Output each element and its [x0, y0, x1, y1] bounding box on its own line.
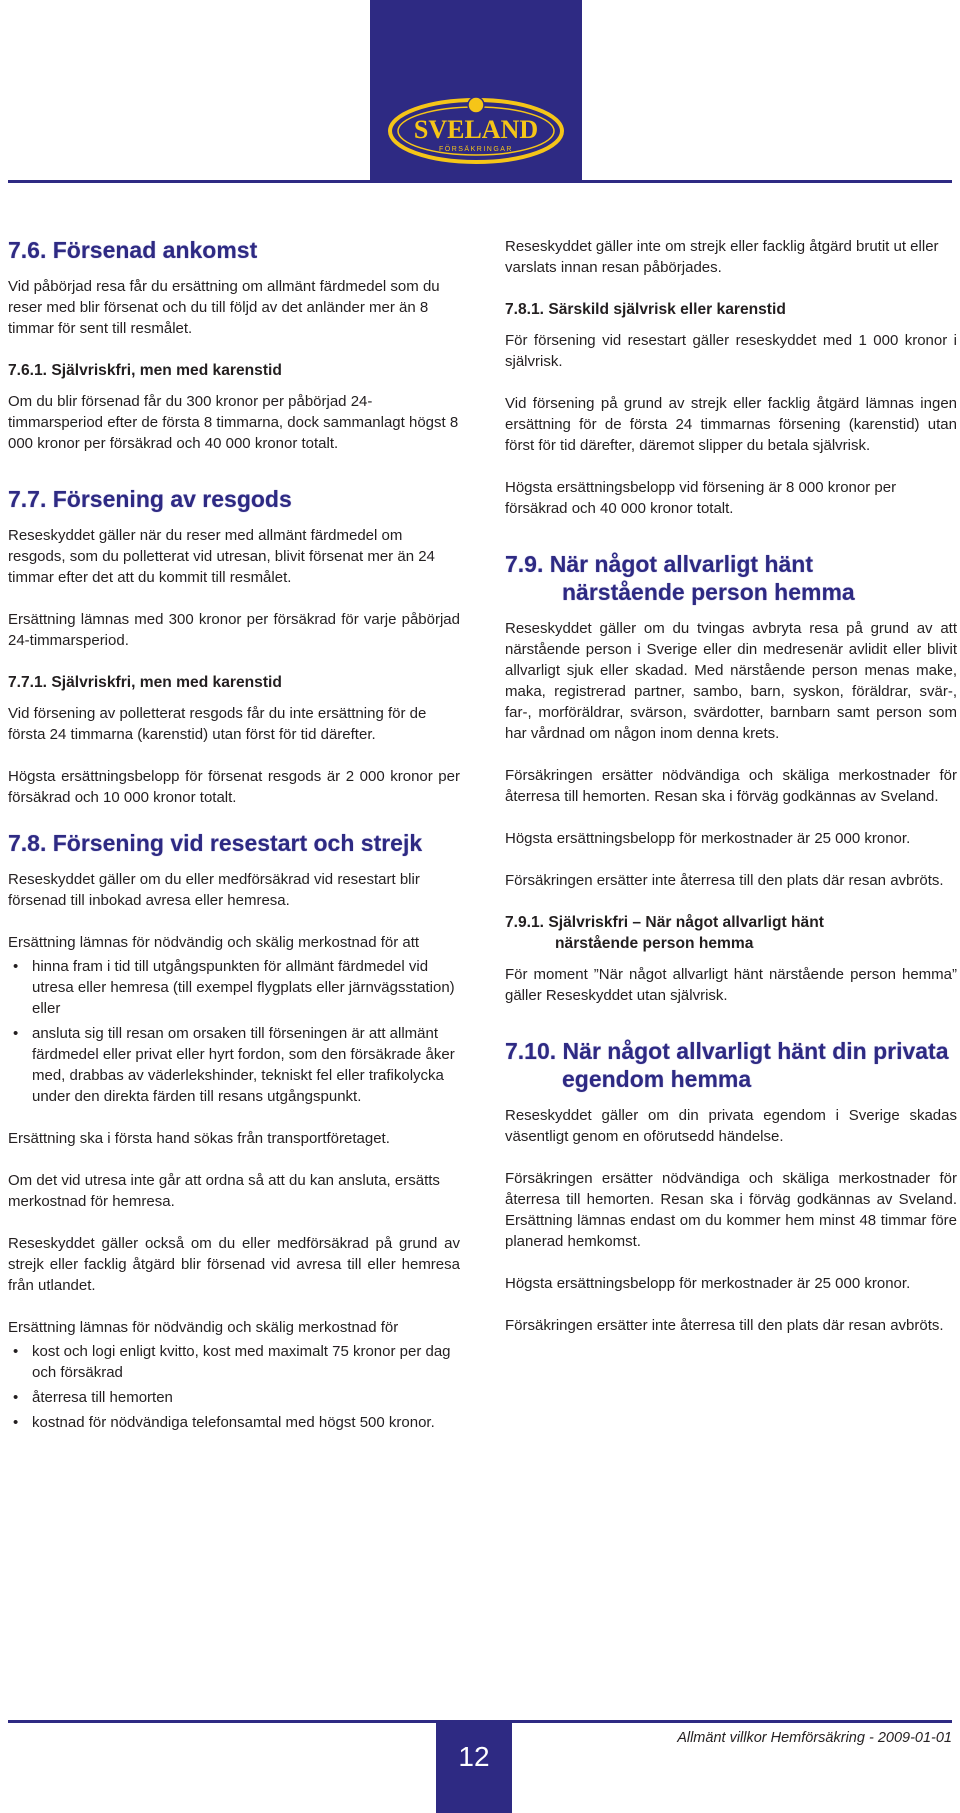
section-7-9-1-title-line-1: 7.9.1. Självriskfri – När något allvarligt hänt [505, 914, 824, 931]
section-7-7-1-text-2: Högsta ersättningsbelopp för försenat resgods är 2 000 kronor per försäkrad och 10 000 kronor totalt. [8, 768, 460, 806]
section-7-7-text-1: Reseskyddet gäller när du reser med allmänt färdmedel om resgods, som du polletterat vid utresan, blivit försenat mer än 24 timmar efter det att du kommit till resmålet. [8, 527, 435, 586]
section-7-10-title [505, 1037, 957, 1093]
section-7-10-title-line-1: 7.10. När något allvarligt hänt din privata [505, 1038, 949, 1064]
section-7-9-title [505, 550, 957, 606]
section-7-8-1-text-2: Vid försening på grund av strejk eller facklig åtgärd lämnas ingen ersättning för de första 24 timmarnas försening (karenstid) utan först för tid därefter, däremot slipper du betala självrisk. [505, 395, 957, 454]
section-7-9-title-line-2: närstående person hemma [562, 579, 855, 605]
section-7-9-text-2: Försäkringen ersätter nödvändiga och skäliga merkostnader för återresa till hemorten. Resan ska i förväg godkännas av Sveland. [505, 767, 957, 805]
list-item: • kostnad för nödvändiga telefonsamtal med högst 500 kronor. [8, 1412, 460, 1433]
header-rule [8, 180, 952, 183]
section-7-6-text: Vid påbörjad resa får du ersättning om allmänt färdmedel som du reser med blir försenat och du till följd av det anländer mer än 8 timmar för sent till resmålet. [8, 278, 440, 337]
section-7-10-text-3: Högsta ersättningsbelopp för merkostnader är 25 000 kronor. [505, 1275, 911, 1292]
section-7-9-title-line-1: 7.9. När något allvarligt hänt [505, 551, 814, 577]
footer-title: Allmänt villkor Hemförsäkring - 2009-01-01 [677, 1730, 952, 1746]
list-item: • ansluta sig till resan om orsaken till förseningen är att allmänt färdmedel eller privat eller hyrt fordon, som den försäkrade åker med, drabbas av väderlekshinder, tekniskt fel eller trafikolycka under den direkta färden till resans utgångspunkt. [8, 1023, 460, 1107]
section-7-7-1-text-1: Vid försening av polletterat resgods får du inte ersättning för de första 24 timmarna (karenstid) utan först för tid därefter. [8, 705, 427, 743]
section-7-8-text-5: Reseskyddet gäller också om du eller medförsäkrad på grund av strejk eller facklig åtgärd blir försenad vid avresa till eller hemresa från utlandet. [8, 1235, 460, 1294]
section-7-7-1-title: 7.7.1. Självriskfri, men med karenstid [8, 674, 282, 691]
section-7-9-1-text: För moment ”När något allvarligt hänt närstående person hemma” gäller Reseskyddet utan självrisk. [505, 966, 957, 1004]
page-number: 12 [436, 1722, 512, 1813]
section-7-9-1-title [505, 912, 957, 954]
section-7-8-list-1 [8, 956, 460, 1107]
left-column [8, 236, 460, 1454]
section-7-9-text-3: Högsta ersättningsbelopp för merkostnader är 25 000 kronor. [505, 830, 911, 847]
section-7-8-text-3: Ersättning ska i första hand sökas från transportföretaget. [8, 1130, 390, 1147]
section-7-6-title: 7.6. Försenad ankomst [8, 237, 258, 263]
section-7-8-text-7: Reseskyddet gäller inte om strejk eller facklig åtgärd brutit ut eller varslats innan resan påbörjades. [505, 238, 939, 276]
list-item: • kost och logi enligt kvitto, kost med maximalt 75 kronor per dag och försäkrad [8, 1341, 460, 1383]
section-7-8-text-4: Om det vid utresa inte går att ordna så att du kan ansluta, ersätts merkostnad för hemresa. [8, 1172, 440, 1210]
section-7-8-list-2 [8, 1341, 460, 1433]
section-7-8-title: 7.8. Försening vid resestart och strejk [8, 830, 423, 856]
list-item: • återresa till hemorten [8, 1387, 460, 1408]
section-7-8-1-title: 7.8.1. Särskild självrisk eller karenstid [505, 301, 786, 318]
list-item: • hinna fram i tid till utgångspunkten för allmänt färdmedel vid utresa eller hemresa (till exempel flygplats eller järnvägsstation) eller [8, 956, 460, 1019]
section-7-10-text-4: Försäkringen ersätter inte återresa till den plats där resan avbröts. [505, 1317, 944, 1334]
section-7-8-1-text-1: För försening vid resestart gäller reseskyddet med 1 000 kronor i självrisk. [505, 332, 957, 370]
section-7-8-text-1: Reseskyddet gäller om du eller medförsäkrad vid resestart blir försenad till inbokad avresa eller hemresa. [8, 871, 420, 909]
section-7-9-text-1: Reseskyddet gäller om du tvingas avbryta resa på grund av att närstående person i Sverige eller din medresenär avlidit eller blivit allvarligt sjuk eller skadad. Med närstående person menas make, maka, registrerad partner, sambo, barn, syskon, föräldrar, svär-, far-, morföräldrar, svärson, svärdotter, barnbarn samt person som har vårdnad om någon inom denna krets. [505, 620, 957, 742]
section-7-6-1-text: Om du blir försenad får du 300 kronor per påbörjad 24-timmarsperiod efter de första 8 timmarna, dock sammanlagt högst 8 000 kronor per försäkrad och 40 000 kronor totalt. [8, 393, 459, 452]
sveland-logo [387, 96, 565, 166]
section-7-8-text-6: Ersättning lämnas för nödvändig och skälig merkostnad för [8, 1319, 399, 1336]
section-7-7-title: 7.7. Försening av resgods [8, 486, 292, 512]
section-7-9-1-title-line-2: närstående person hemma [555, 935, 754, 952]
section-7-6-1-title: 7.6.1. Självriskfri, men med karenstid [8, 362, 282, 379]
section-7-7-text-2: Ersättning lämnas med 300 kronor per försäkrad för varje påbörjad 24-timmarsperiod. [8, 611, 460, 649]
logo-subtitle: FÖRSÄKRINGAR [438, 146, 514, 153]
section-7-9-text-4: Försäkringen ersätter inte återresa till den plats där resan avbröts. [505, 872, 944, 889]
section-7-10-text-1: Reseskyddet gäller om din privata egendom i Sverige skadas väsentligt genom en oförutsedd händelse. [505, 1107, 957, 1145]
section-7-10-title-line-2: egendom hemma [562, 1066, 752, 1092]
section-7-10-text-2: Försäkringen ersätter nödvändiga och skäliga merkostnader för återresa till hemorten. Resan ska i förväg godkännas av Sveland. Ersättning lämnas endast om du kommer hem minst 48 timmar före planerad hemkomst. [505, 1170, 957, 1250]
logo-wordmark: SVELAND [413, 115, 539, 144]
section-7-8-text-2: Ersättning lämnas för nödvändig och skälig merkostnad för att [8, 934, 420, 951]
section-7-8-1-text-3: Högsta ersättningsbelopp vid försening är 8 000 kronor per försäkrad och 40 000 kronor totalt. [505, 479, 897, 517]
right-column [505, 236, 957, 1357]
